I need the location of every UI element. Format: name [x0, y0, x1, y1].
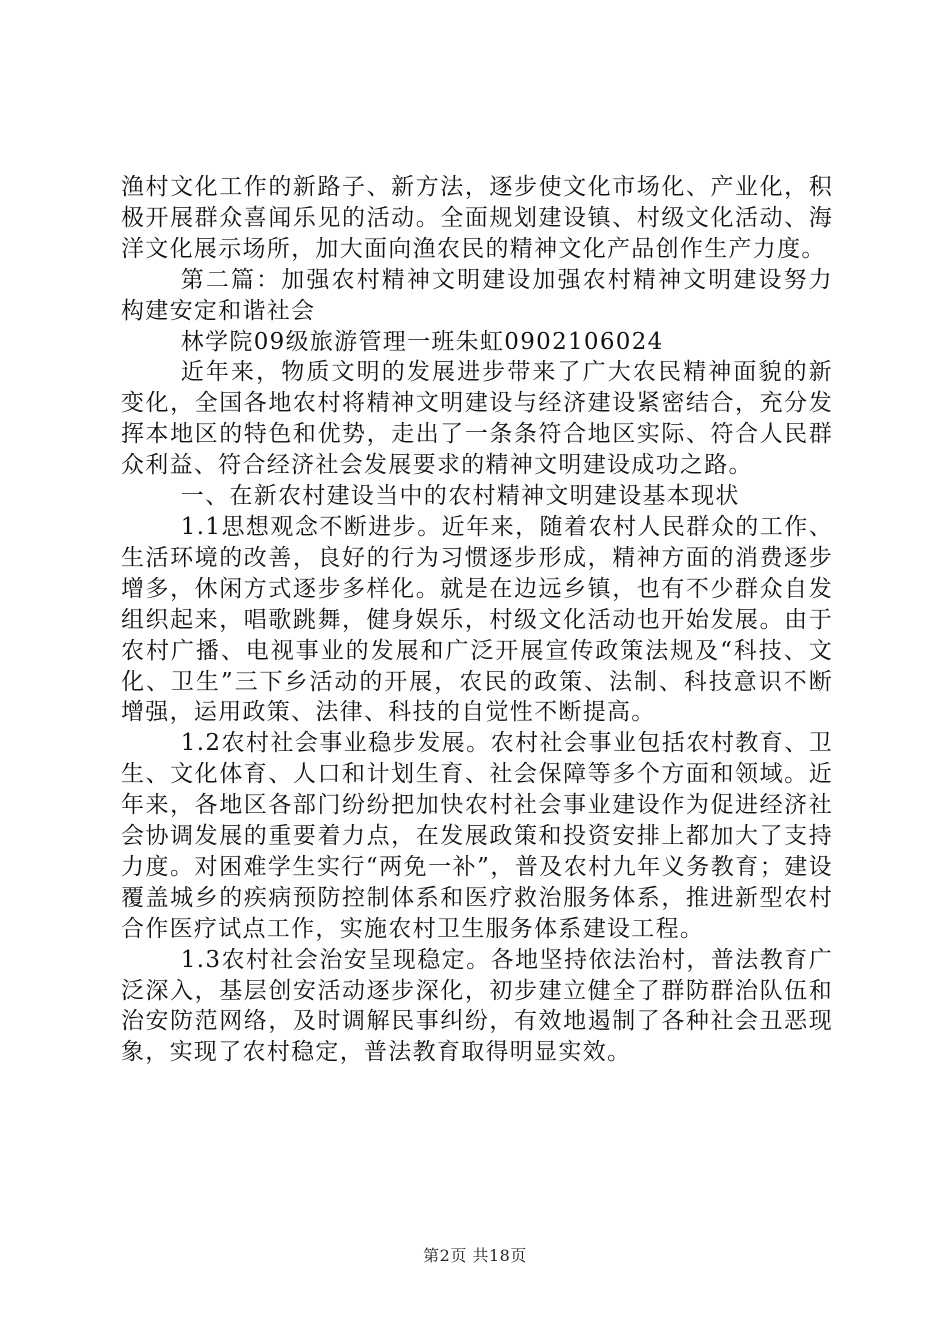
paragraph-continuation: 渔村文化工作的新路子、新方法，逐步使文化市场化、产业化，积极开展群众喜闻乐见的活动。全面规划建设镇、村级文化活动、海洋文化展示场所，加大面向渔农民的精神文化产品创作生产力度。	[121, 174, 833, 262]
page-footer: 第2页 共18页	[423, 1246, 527, 1265]
author-line: 林学院09级旅游管理一班朱虹0902106024	[180, 328, 664, 355]
paragraph-intro: 近年来，物质文明的发展进步带来了广大农民精神面貌的新变化，全国各地农村将精神文明建设与经济建设紧密结合，充分发挥本地区的特色和优势，走出了一条条符合地区实际、符合人民群众利益、符合经济社会发展要求的精神文明建设成功之路。	[121, 359, 833, 479]
document-body	[121, 172, 833, 1068]
paragraph-1-1: 1.1思想观念不断进步。近年来，随着农村人民群众的工作、生活环境的改善，良好的行为习惯逐步形成，精神方面的消费逐步增多，休闲方式逐步多样化。就是在边远乡镇，也有不少群众自发组织起来，唱歌跳舞，健身娱乐，村级文化活动也开始发展。由于农村广播、电视事业的发展和广泛开展宣传政策法规及“科技、文化、卫生”三下乡活动的开展，农民的政策、法制、科技意识不断增强，运用政策、法律、科技的自觉性不断提高。	[121, 513, 833, 726]
subsection-heading-1: 一、在新农村建设当中的农村精神文明建设基本现状	[180, 483, 740, 510]
paragraph-1-3: 1.3农村社会治安呈现稳定。各地坚持依法治村，普法教育广泛深入，基层创安活动逐步深化，初步建立健全了群防群治队伍和治安防范网络，及时调解民事纠纷，有效地遏制了各种社会丑恶现象，实现了农村稳定，普法教育取得明显实效。	[121, 946, 833, 1066]
paragraph-1-2: 1.2农村社会事业稳步发展。农村社会事业包括农村教育、卫生、文化体育、人口和计划生育、社会保障等多个方面和领域。近年来，各地区各部门纷纷把加快农村社会事业建设作为促进经济社会协调发展的重要着力点，在发展政策和投资安排上都加大了支持力度。对困难学生实行“两免一补”，普及农村九年义务教育；建设覆盖城乡的疾病预防控制体系和医疗救治服务体系，推进新型农村合作医疗试点工作，实施农村卫生服务体系建设工程。	[121, 730, 833, 942]
section-heading-part-two: 第二篇：加强农村精神文明建设加强农村精神文明建设努力构建安定和谐社会	[121, 266, 833, 324]
